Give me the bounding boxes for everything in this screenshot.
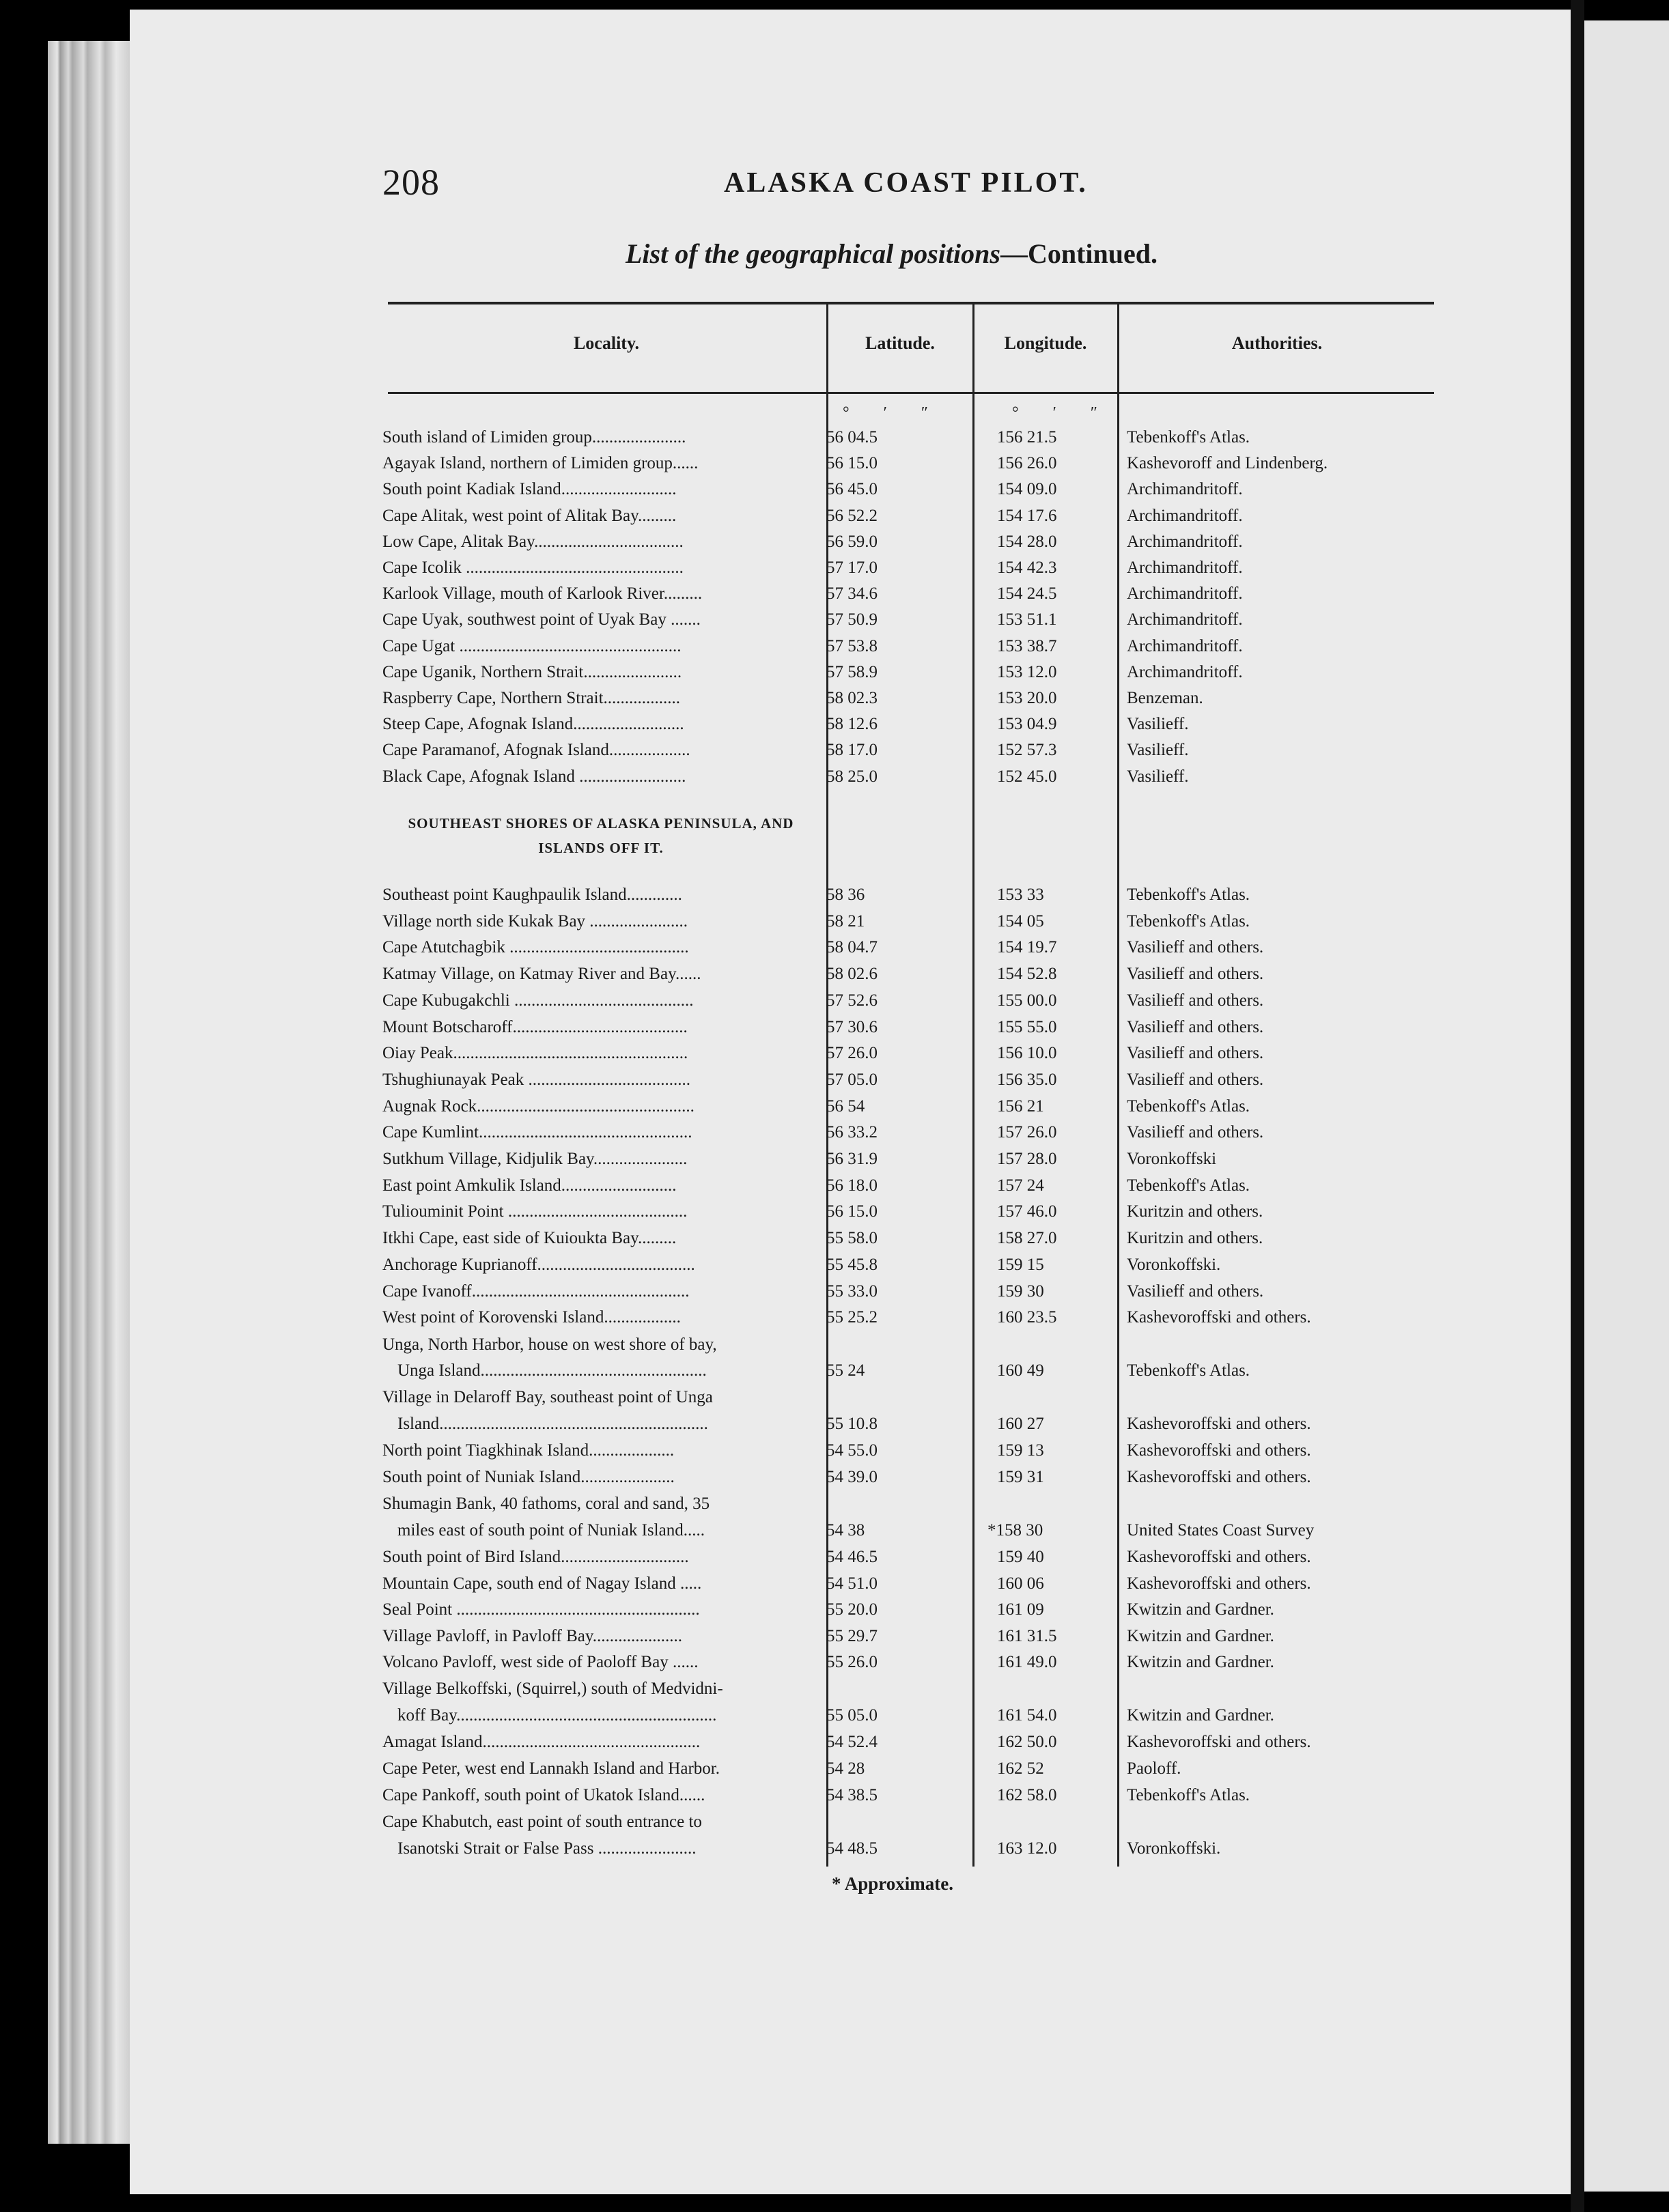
- locality-cell: Cape Alitak, west point of Alitak Bay.........: [382, 506, 677, 525]
- authority-cell: Kashevoroffski and others.: [1127, 1441, 1311, 1460]
- latitude-cell: 57 05.0: [826, 1070, 878, 1089]
- longitude-cell: 157 26.0: [997, 1123, 1057, 1142]
- locality-cell: Katmay Village, on Katmay River and Bay......: [382, 965, 701, 984]
- longitude-cell: 159 40: [997, 1548, 1044, 1566]
- longitude-cell: 156 10.0: [997, 1044, 1057, 1063]
- authority-cell: Vasilieff.: [1127, 767, 1189, 786]
- table-title-italic: List of the geographical positions: [626, 238, 1000, 269]
- longitude-cell: 159 31: [997, 1467, 1044, 1486]
- locality-cell: Cape Atutchagbik ..........................................: [382, 938, 689, 957]
- authority-cell: Kashevoroffski and others.: [1127, 1308, 1311, 1327]
- locality-cell: Karlook Village, mouth of Karlook River.........: [382, 584, 703, 604]
- authority-cell: Archimandritoff.: [1127, 662, 1243, 681]
- authority-cell: Vasilieff and others.: [1127, 1123, 1264, 1142]
- latitude-cell: 55 29.7: [826, 1626, 878, 1645]
- locality-cell: Cape Ugat ....................................................: [382, 636, 682, 655]
- authority-cell: Kashevoroffski and others.: [1127, 1415, 1311, 1433]
- locality-cell: Cape Kubugakchli ..........................................: [382, 991, 694, 1010]
- table-row: [382, 935, 1434, 961]
- locality-cell: Isanotski Strait or False Pass .......................: [397, 1839, 697, 1858]
- locality-cell: Cape Icolik ...................................................: [382, 558, 684, 577]
- longitude-cell: 154 28.0: [997, 532, 1057, 551]
- latitude-cell: 56 33.2: [826, 1123, 878, 1142]
- latitude-cell: 57 52.6: [826, 991, 878, 1010]
- scan-border-left: [0, 0, 48, 2212]
- longitude-cell: 154 24.5: [997, 584, 1057, 604]
- longitude-cell: 154 42.3: [997, 558, 1057, 577]
- authority-cell: Tebenkoff's Atlas.: [1127, 1176, 1250, 1195]
- latitude-cell: 58 12.6: [826, 715, 878, 734]
- authority-cell: Tebenkoff's Atlas.: [1127, 1096, 1250, 1116]
- locality-cell: Village in Delaroff Bay, southeast point of Unga: [382, 1388, 713, 1406]
- longitude-cell: 162 52: [997, 1759, 1044, 1778]
- locality-cell: Cape Kumlint..................................................: [382, 1123, 692, 1142]
- longitude-cell: 155 55.0: [997, 1017, 1057, 1036]
- longitude-cell: 160 27: [997, 1415, 1044, 1433]
- locality-cell: Tshughiunayak Peak ......................................: [382, 1070, 690, 1089]
- latitude-cell: 58 04.7: [826, 938, 878, 957]
- locality-cell: Mountain Cape, south end of Nagay Island .....: [382, 1574, 702, 1593]
- table-row: [382, 1305, 1434, 1331]
- locality-cell: Oiay Peak.......................................................: [382, 1044, 688, 1063]
- locality-cell: Volcano Pavloff, west side of Paoloff Bay ......: [382, 1653, 699, 1672]
- authority-cell: Tebenkoff's Atlas.: [1127, 1785, 1250, 1804]
- latitude-cell: 58 36: [826, 885, 865, 904]
- longitude-cell: 160 06: [997, 1574, 1044, 1593]
- latitude-cell: 57 53.8: [826, 636, 878, 655]
- locality-cell: South point of Nuniak Island......................: [382, 1467, 675, 1486]
- authority-cell: Kwitzin and Gardner.: [1127, 1600, 1274, 1619]
- latitude-cell: 56 52.2: [826, 506, 878, 525]
- authority-cell: Paoloff.: [1127, 1759, 1181, 1778]
- latitude-cell: 55 45.8: [826, 1255, 878, 1274]
- longitude-cell: 160 23.5: [997, 1308, 1057, 1327]
- latitude-cell: 54 39.0: [826, 1467, 878, 1486]
- table-row: [382, 1146, 1434, 1172]
- table-row: [382, 607, 1434, 633]
- table-row-shumagin-line-1: [382, 1491, 1434, 1517]
- table-row: [382, 1597, 1434, 1623]
- latitude-cell: 56 59.0: [826, 532, 878, 551]
- latitude-cell: 54 48.5: [826, 1839, 878, 1858]
- latitude-cell: 58 17.0: [826, 741, 878, 760]
- authority-cell: Benzeman.: [1127, 689, 1203, 707]
- longitude-cell: 153 38.7: [997, 636, 1057, 655]
- longitude-cell: 153 20.0: [997, 689, 1057, 707]
- longitude-cell: 154 17.6: [997, 506, 1057, 525]
- longitude-cell: 159 15: [997, 1255, 1044, 1274]
- authority-cell: Archimandritoff.: [1127, 636, 1243, 655]
- table-row: [382, 1571, 1434, 1597]
- table-row-delaroff-line-1: [382, 1385, 1434, 1410]
- latitude-cell: 54 51.0: [826, 1574, 878, 1593]
- authority-cell: Kashevoroff and Lindenberg.: [1127, 454, 1328, 473]
- locality-cell: Agayak Island, northern of Limiden group......: [382, 454, 699, 473]
- locality-cell: North point Tiagkhinak Island....................: [382, 1441, 675, 1460]
- longitude-cell: 157 28.0: [997, 1150, 1057, 1168]
- table-row: [382, 1040, 1434, 1066]
- latitude-cell: 57 50.9: [826, 610, 878, 629]
- longitude-cell: 161 54.0: [997, 1706, 1057, 1725]
- authority-cell: Kuritzin and others.: [1127, 1229, 1263, 1248]
- latitude-cell: 55 20.0: [826, 1600, 878, 1619]
- longitude-cell: 153 51.1: [997, 610, 1057, 629]
- footnote: * Approximate.: [832, 1873, 954, 1894]
- section-heading: [382, 811, 819, 860]
- authority-cell: Tebenkoff's Atlas.: [1127, 1361, 1250, 1380]
- table-row: [382, 1438, 1434, 1464]
- locality-cell: Cape Pankoff, south point of Ukatok Island......: [382, 1785, 705, 1804]
- table-row: [382, 1067, 1434, 1093]
- latitude-cell: 56 18.0: [826, 1176, 878, 1195]
- table-row: [382, 634, 1434, 660]
- longitude-cell: 159 13: [997, 1441, 1044, 1460]
- latitude-cell: 55 33.0: [826, 1281, 878, 1301]
- table-row: [382, 529, 1434, 555]
- table-row-unga-line-1: [382, 1332, 1434, 1358]
- authority-cell: Voronkoffski: [1127, 1150, 1217, 1168]
- table-row: [382, 1729, 1434, 1755]
- authority-cell: Kashevoroffski and others.: [1127, 1467, 1311, 1486]
- locality-cell: miles east of south point of Nuniak Island.....: [397, 1521, 705, 1540]
- locality-cell: West point of Korovenski Island..................: [382, 1308, 681, 1327]
- latitude-cell: 55 05.0: [826, 1706, 878, 1725]
- table-row: [382, 1464, 1434, 1490]
- locality-cell: Mount Botscharoff.........................................: [382, 1017, 688, 1036]
- authority-cell: Vasilieff and others.: [1127, 1070, 1264, 1089]
- longitude-cell: 152 45.0: [997, 767, 1057, 786]
- facing-page-edge: [1584, 20, 1669, 2192]
- longitude-cell: 154 52.8: [997, 965, 1057, 984]
- locality-cell: Cape Uyak, southwest point of Uyak Bay .......: [382, 610, 701, 629]
- locality-cell: Sutkhum Village, Kidjulik Bay......................: [382, 1150, 688, 1168]
- latitude-cell: 57 34.6: [826, 584, 878, 604]
- latitude-cell: 56 04.5: [826, 428, 878, 446]
- longitude-cell: 160 49: [997, 1361, 1044, 1380]
- longitude-cell: 155 00.0: [997, 991, 1057, 1010]
- latitude-cell: 57 30.6: [826, 1017, 878, 1036]
- longitude-cell: 153 33: [997, 885, 1044, 904]
- authority-cell: Voronkoffski.: [1127, 1839, 1221, 1858]
- table-row: [382, 1279, 1434, 1305]
- authority-cell: Archimandritoff.: [1127, 610, 1243, 629]
- longitude-cell: 154 09.0: [997, 480, 1057, 499]
- longitude-cell: 154 05: [997, 911, 1044, 931]
- locality-cell: South island of Limiden group......................: [382, 428, 686, 446]
- table-row-belkoffski-line-2: [382, 1703, 1434, 1729]
- authority-cell: Kwitzin and Gardner.: [1127, 1653, 1274, 1672]
- authority-cell: Kashevoroffski and others.: [1127, 1574, 1311, 1593]
- locality-cell: Cape Ivanoff...................................................: [382, 1281, 690, 1301]
- locality-cell: Village Pavloff, in Pavloff Bay.....................: [382, 1626, 682, 1645]
- authority-cell: Archimandritoff.: [1127, 584, 1243, 604]
- locality-cell: Raspberry Cape, Northern Strait..................: [382, 689, 681, 707]
- authority-cell: Kashevoroffski and others.: [1127, 1548, 1311, 1566]
- latitude-cell: 58 02.3: [826, 689, 878, 707]
- locality-cell: Village Belkoffski, (Squirrel,) south of Medvidni-: [382, 1679, 723, 1698]
- longitude-cell: 157 24: [997, 1176, 1044, 1195]
- running-head: ALASKA COAST PILOT.: [724, 167, 1088, 199]
- page-number: 208: [382, 162, 440, 203]
- longitude-cell: 156 21: [997, 1096, 1044, 1116]
- authority-cell: Archimandritoff.: [1127, 532, 1243, 551]
- column-header-longitude: Longitude.: [1004, 333, 1087, 353]
- locality-cell: Steep Cape, Afognak Island..........................: [382, 715, 684, 734]
- table-row-belkoffski-line-1: [382, 1676, 1434, 1702]
- latitude-cell: 58 02.6: [826, 965, 878, 984]
- locality-cell: Cape Paramanof, Afognak Island...................: [382, 741, 690, 760]
- table-row: [382, 1649, 1434, 1675]
- table-row: [382, 1015, 1434, 1040]
- latitude-cell: 54 52.4: [826, 1733, 878, 1751]
- authority-cell: Vasilieff and others.: [1127, 1281, 1264, 1301]
- authority-cell: Vasilieff and others.: [1127, 965, 1264, 984]
- latitude-cell: 55 58.0: [826, 1229, 878, 1248]
- book-gutter: [1571, 0, 1584, 2212]
- section-heading-line-2: ISLANDS OFF IT.: [538, 840, 664, 856]
- authority-cell: Tebenkoff's Atlas.: [1127, 911, 1250, 931]
- page-edges: [48, 41, 130, 2144]
- locality-cell: South point Kadiak Island...........................: [382, 480, 677, 499]
- authority-cell: Voronkoffski.: [1127, 1255, 1221, 1274]
- locality-cell: Cape Uganik, Northern Strait.......................: [382, 662, 682, 681]
- longitude-cell: *158 30: [987, 1521, 1043, 1540]
- latitude-cell: 58 25.0: [826, 767, 878, 786]
- longitude-cell: 153 04.9: [997, 715, 1057, 734]
- latitude-cell: 57 26.0: [826, 1044, 878, 1063]
- table-row-khabutch-line-2: [382, 1836, 1434, 1862]
- locality-cell: Island...............................................................: [397, 1415, 708, 1433]
- table-row: [382, 660, 1434, 685]
- authority-cell: Tebenkoff's Atlas.: [1127, 885, 1250, 904]
- locality-cell: Itkhi Cape, east side of Kuioukta Bay.........: [382, 1229, 677, 1248]
- table-row: [382, 711, 1434, 737]
- longitude-cell: 162 58.0: [997, 1785, 1057, 1804]
- table-row: [382, 451, 1434, 477]
- authority-cell: Vasilieff and others.: [1127, 991, 1264, 1010]
- latitude-cell: 56 15.0: [826, 454, 878, 473]
- authority-cell: Kwitzin and Gardner.: [1127, 1626, 1274, 1645]
- latitude-cell: 56 45.0: [826, 480, 878, 499]
- table-row: [382, 882, 1434, 908]
- locality-cell: Low Cape, Alitak Bay...................................: [382, 532, 684, 551]
- locality-cell: Amagat Island...................................................: [382, 1733, 701, 1751]
- table-row: [382, 581, 1434, 607]
- authority-cell: Vasilieff and others.: [1127, 1017, 1264, 1036]
- table-row: [382, 988, 1434, 1014]
- table-row: [382, 503, 1434, 529]
- authority-cell: Archimandritoff.: [1127, 480, 1243, 499]
- locality-cell: Black Cape, Afognak Island .........................: [382, 767, 686, 786]
- authority-cell: Archimandritoff.: [1127, 558, 1243, 577]
- authority-cell: Vasilieff.: [1127, 715, 1189, 734]
- latitude-cell: 54 38: [826, 1521, 865, 1540]
- column-header-latitude: Latitude.: [865, 333, 935, 353]
- table-row: [382, 477, 1434, 502]
- table-row: [382, 1120, 1434, 1146]
- page-header: [382, 161, 1427, 216]
- authority-cell: United States Coast Survey: [1127, 1521, 1315, 1540]
- authority-cell: Kashevoroffski and others.: [1127, 1733, 1311, 1751]
- table-row: [382, 1173, 1434, 1199]
- locality-cell: Cape Khabutch, east point of south entrance to: [382, 1813, 702, 1831]
- latitude-cell: 57 17.0: [826, 558, 878, 577]
- longitude-cell: 156 35.0: [997, 1070, 1057, 1089]
- locality-cell: Tuliouminit Point ..........................................: [382, 1202, 688, 1221]
- longitude-cell: 157 46.0: [997, 1202, 1057, 1221]
- latitude-cell: 55 24: [826, 1361, 865, 1380]
- authority-cell: Archimandritoff.: [1127, 506, 1243, 525]
- column-header-locality: Locality.: [573, 333, 640, 353]
- locality-cell: koff Bay.............................................................: [397, 1706, 717, 1725]
- longitude-cell: 161 49.0: [997, 1653, 1057, 1672]
- table-row: [382, 1199, 1434, 1225]
- latitude-cell: 57 58.9: [826, 662, 878, 681]
- longitude-cell: 154 19.7: [997, 938, 1057, 957]
- table-row-unga-line-2: [382, 1358, 1434, 1384]
- locality-cell: Anchorage Kuprianoff.....................................: [382, 1255, 695, 1274]
- latitude-cell: 54 46.5: [826, 1548, 878, 1566]
- table-row: [382, 764, 1434, 790]
- table-row: [382, 1783, 1434, 1809]
- longitude-cell: 156 26.0: [997, 454, 1057, 473]
- authority-cell: Tebenkoff's Atlas.: [1127, 428, 1250, 446]
- table-row: [382, 961, 1434, 987]
- latitude-cell: 54 28: [826, 1759, 865, 1778]
- table-header-rule: [388, 392, 1434, 394]
- latitude-units: ° ′ ″: [843, 404, 943, 422]
- table-row: [382, 1252, 1434, 1278]
- authority-cell: Kwitzin and Gardner.: [1127, 1706, 1274, 1725]
- latitude-cell: 54 55.0: [826, 1441, 878, 1460]
- authority-cell: Vasilieff.: [1127, 741, 1189, 760]
- longitude-cell: 161 09: [997, 1600, 1044, 1619]
- latitude-cell: 56 15.0: [826, 1202, 878, 1221]
- table-row: [382, 909, 1434, 935]
- longitude-cell: 153 12.0: [997, 662, 1057, 681]
- table-row: [382, 425, 1434, 451]
- locality-cell: Seal Point .........................................................: [382, 1600, 700, 1619]
- longitude-cell: 162 50.0: [997, 1733, 1057, 1751]
- table-row-shumagin-line-2: [382, 1518, 1434, 1544]
- table-row-khabutch-line-1: [382, 1809, 1434, 1835]
- latitude-cell: 55 26.0: [826, 1653, 878, 1672]
- authority-cell: Vasilieff and others.: [1127, 1044, 1264, 1063]
- longitude-cell: 159 30: [997, 1281, 1044, 1301]
- locality-cell: Unga Island.....................................................: [397, 1361, 707, 1380]
- authority-cell: Vasilieff and others.: [1127, 938, 1264, 957]
- table-row: [382, 555, 1434, 581]
- locality-cell: Village north side Kukak Bay .......................: [382, 911, 688, 931]
- latitude-cell: 55 25.2: [826, 1308, 878, 1327]
- table-row: [382, 1225, 1434, 1251]
- locality-cell: Shumagin Bank, 40 fathoms, coral and sand, 35: [382, 1494, 710, 1513]
- locality-cell: Southeast point Kaughpaulik Island.............: [382, 885, 682, 904]
- table-row: [382, 1756, 1434, 1782]
- longitude-cell: 161 31.5: [997, 1626, 1057, 1645]
- longitude-cell: 152 57.3: [997, 741, 1057, 760]
- table-top-rule: [388, 302, 1434, 304]
- table-title-continued: —Continued.: [1000, 238, 1158, 269]
- table-row: [382, 1544, 1434, 1570]
- locality-cell: Augnak Rock...................................................: [382, 1096, 695, 1116]
- longitude-cell: 158 27.0: [997, 1229, 1057, 1248]
- locality-cell: East point Amkulik Island...........................: [382, 1176, 677, 1195]
- table-row: [382, 737, 1434, 763]
- latitude-cell: 55 10.8: [826, 1415, 878, 1433]
- locality-cell: South point of Bird Island..............................: [382, 1548, 689, 1566]
- longitude-cell: 163 12.0: [997, 1839, 1057, 1858]
- section-heading-line-1: SOUTHEAST SHORES OF ALASKA PENINSULA, AND: [408, 815, 794, 832]
- table-row: [382, 685, 1434, 711]
- table-title: [626, 238, 1158, 270]
- table-row-delaroff-line-2: [382, 1411, 1434, 1437]
- authority-cell: Kuritzin and others.: [1127, 1202, 1263, 1221]
- table-row: [382, 1623, 1434, 1649]
- latitude-cell: 54 38.5: [826, 1785, 878, 1804]
- latitude-cell: 58 21: [826, 911, 865, 931]
- latitude-cell: 56 31.9: [826, 1150, 878, 1168]
- longitude-units: ° ′ ″: [1012, 404, 1112, 422]
- locality-cell: Unga, North Harbor, house on west shore of bay,: [382, 1335, 717, 1354]
- table-row: [382, 1094, 1434, 1120]
- locality-cell: Cape Peter, west end Lannakh Island and Harbor.: [382, 1759, 720, 1778]
- longitude-cell: 156 21.5: [997, 428, 1057, 446]
- latitude-cell: 56 54: [826, 1096, 865, 1116]
- column-header-authorities: Authorities.: [1231, 333, 1323, 353]
